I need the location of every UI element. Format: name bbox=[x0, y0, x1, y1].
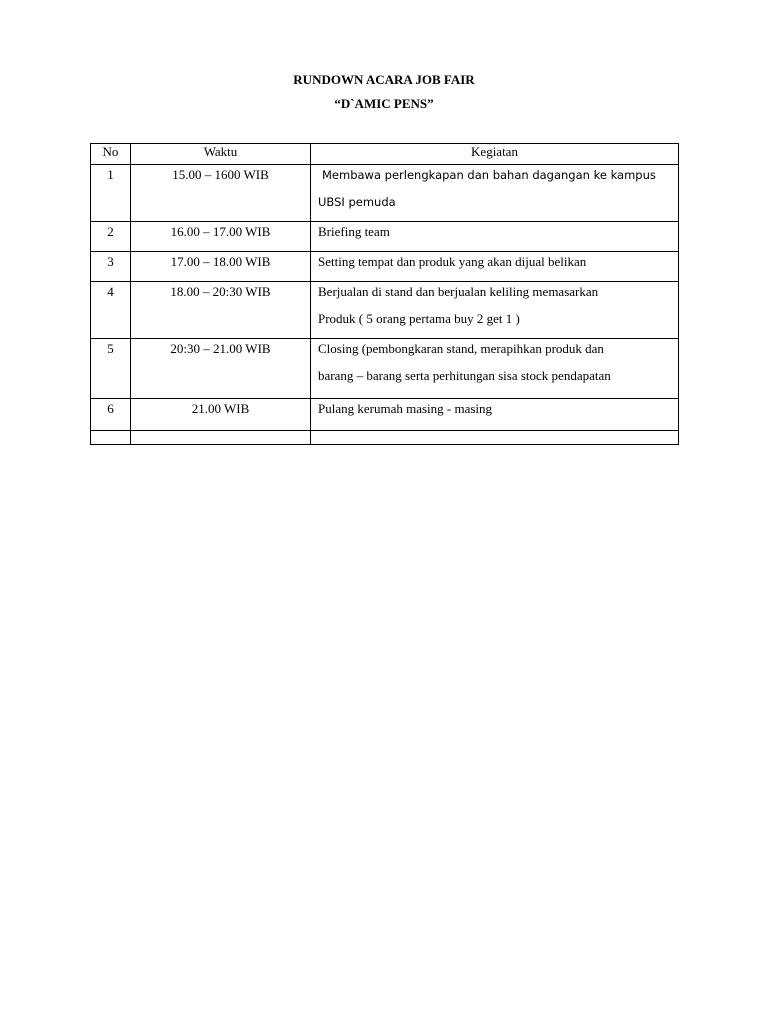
row-number: 2 bbox=[91, 222, 131, 252]
row-number: 4 bbox=[91, 282, 131, 339]
row-time: 17.00 – 18.00 WIB bbox=[131, 252, 311, 282]
rundown-table bbox=[90, 143, 679, 445]
header-time: Waktu bbox=[131, 144, 311, 165]
document-title: RUNDOWN ACARA JOB FAIR bbox=[293, 72, 475, 87]
header-no: No bbox=[91, 144, 131, 165]
row-activity bbox=[311, 222, 679, 252]
table-row bbox=[91, 399, 679, 431]
table-header-row bbox=[91, 144, 679, 165]
row-activity bbox=[311, 165, 679, 222]
empty-cell bbox=[311, 431, 679, 445]
row-time: 20:30 – 21.00 WIB bbox=[131, 339, 311, 399]
table-row bbox=[91, 282, 679, 339]
row-number: 6 bbox=[91, 399, 131, 431]
empty-cell bbox=[91, 431, 131, 445]
row-activity bbox=[311, 339, 679, 399]
document-subtitle: “D`AMIC PENS” bbox=[334, 96, 434, 111]
table-row bbox=[91, 252, 679, 282]
table-row-empty bbox=[91, 431, 679, 445]
activity-line: Membawa perlengkapan dan bahan dagangan ke kampus bbox=[322, 168, 656, 182]
empty-cell bbox=[131, 431, 311, 445]
activity-line: Produk ( 5 orang pertama buy 2 get 1 ) bbox=[318, 311, 520, 326]
table-row bbox=[91, 339, 679, 399]
row-number: 1 bbox=[91, 165, 131, 222]
activity-line: Pulang kerumah masing - masing bbox=[318, 401, 493, 416]
row-time: 18.00 – 20:30 WIB bbox=[131, 282, 311, 339]
row-activity bbox=[311, 399, 679, 431]
row-time: 16.00 – 17.00 WIB bbox=[131, 222, 311, 252]
activity-line: Berjualan di stand dan berjualan keliling memasarkan bbox=[318, 284, 599, 299]
activity-line: UBSI pemuda bbox=[318, 195, 396, 209]
activity-line: Briefing team bbox=[318, 224, 390, 239]
row-time: 21.00 WIB bbox=[131, 399, 311, 431]
row-number: 3 bbox=[91, 252, 131, 282]
row-activity bbox=[311, 252, 679, 282]
activity-line: Closing (pembongkaran stand, merapihkan produk dan bbox=[318, 341, 604, 356]
header-activity: Kegiatan bbox=[311, 144, 679, 165]
activity-line: barang – barang serta perhitungan sisa stock pendapatan bbox=[318, 368, 611, 383]
row-number: 5 bbox=[91, 339, 131, 399]
table-row bbox=[91, 222, 679, 252]
row-time: 15.00 – 1600 WIB bbox=[131, 165, 311, 222]
activity-line: Setting tempat dan produk yang akan dijual belikan bbox=[318, 254, 587, 269]
row-activity bbox=[311, 282, 679, 339]
table-row bbox=[91, 165, 679, 222]
